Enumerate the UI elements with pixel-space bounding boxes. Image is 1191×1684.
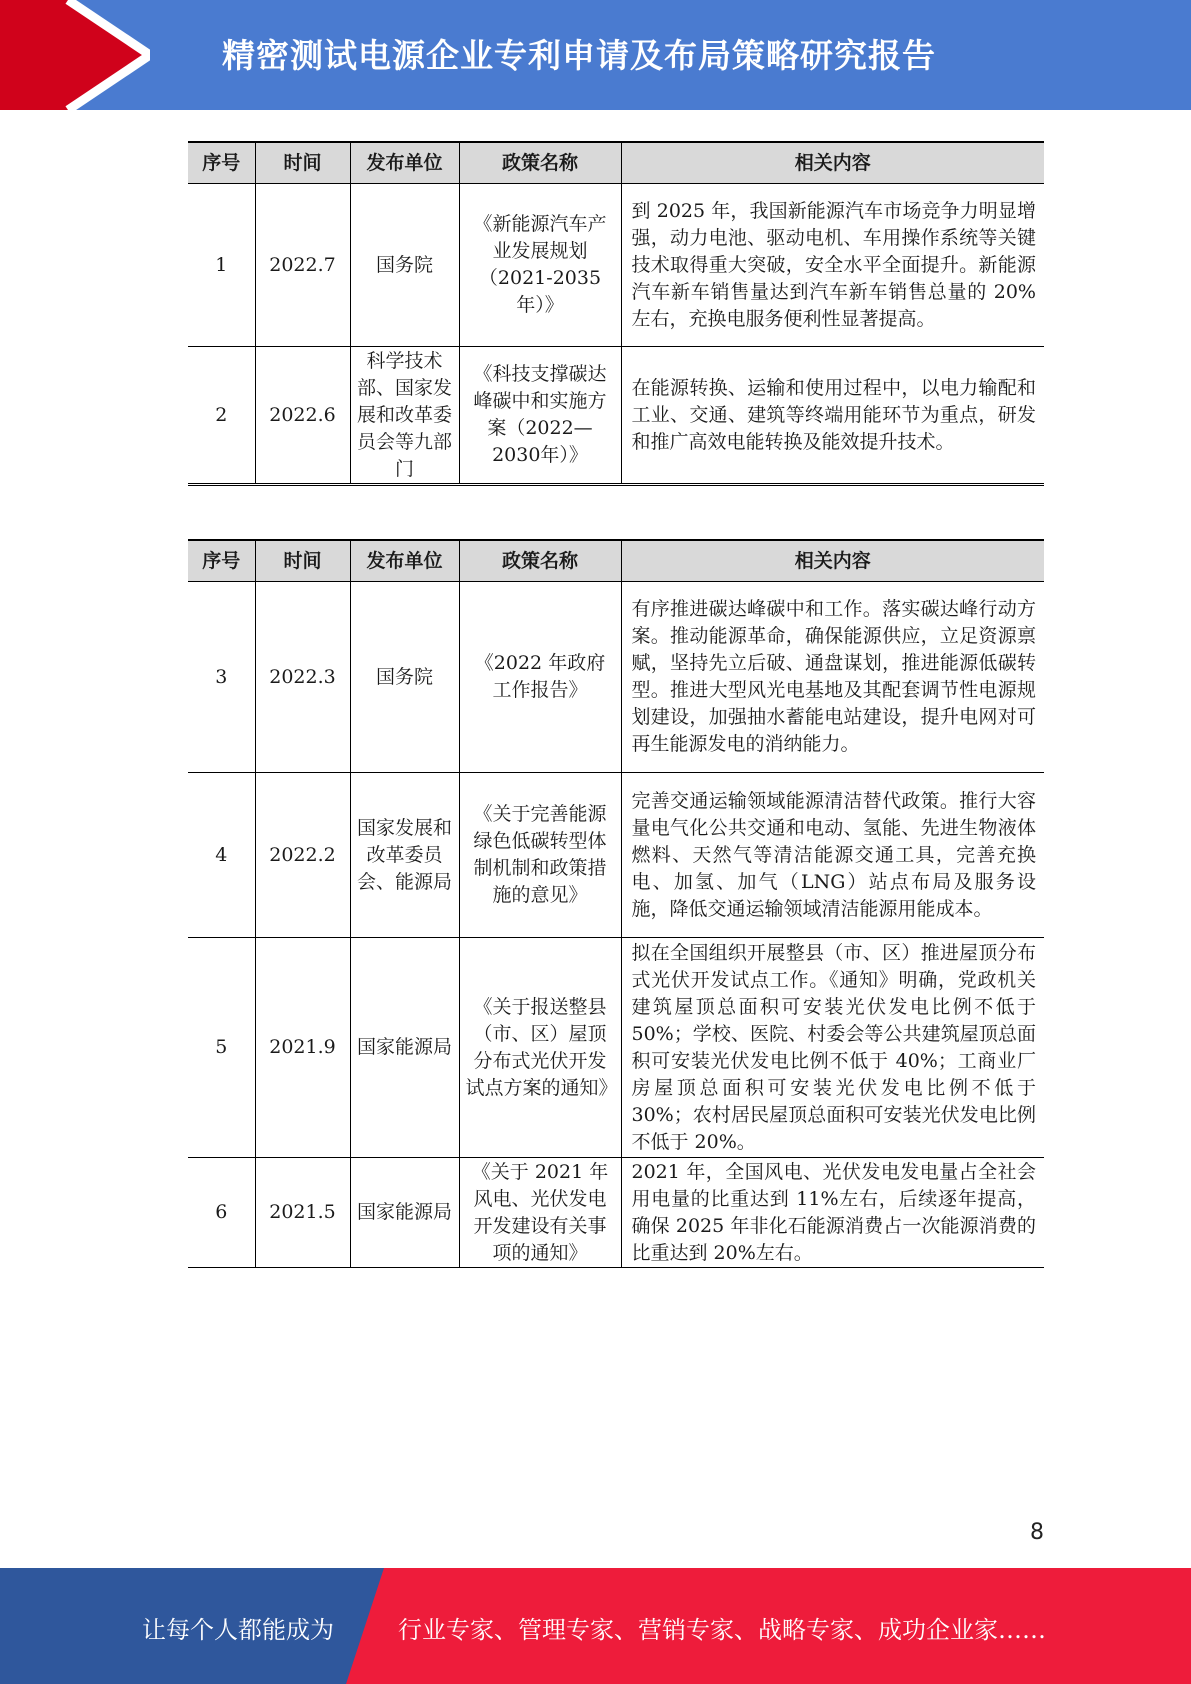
cell-issuer: 国务院 <box>350 582 459 773</box>
table-header-row <box>188 142 1044 184</box>
header-banner <box>0 0 1191 110</box>
cell-policy-name: 《关于完善能源绿色低碳转型体制机制和政策措施的意见》 <box>459 773 621 938</box>
cell-no: 6 <box>188 1158 255 1268</box>
footer-slogan-right: 行业专家、管理专家、营销专家、战略专家、成功企业家…… <box>398 1616 1046 1644</box>
cell-content: 有序推进碳达峰碳中和工作。落实碳达峰行动方案。推动能源革命，确保能源供应，立足资源禀赋，坚持先立后破、通盘谋划，推进能源低碳转型。推进大型风光电基地及其配套调节性电源规划建设，加强抽水蓄能电站建设，提升电网对可再生能源发电的消纳能力。 <box>621 582 1044 773</box>
cell-content: 完善交通运输领域能源清洁替代政策。推行大容量电气化公共交通和电动、氢能、先进生物液体燃料、天然气等清洁能源交通工具，完善充换电、加氢、加气（LNG）站点布局及服务设施，降低交通运输领域清洁能源用能成本。 <box>621 773 1044 938</box>
col-header-issuer: 发布单位 <box>350 142 459 184</box>
col-header-content: 相关内容 <box>621 142 1044 184</box>
col-header-content: 相关内容 <box>621 540 1044 582</box>
table-row <box>188 184 1044 347</box>
footer-banner <box>0 1568 1191 1684</box>
cell-policy-name: 《关于报送整县（市、区）屋顶分布式光伏开发试点方案的通知》 <box>459 938 621 1158</box>
cell-policy-name: 《2022 年政府工作报告》 <box>459 582 621 773</box>
cell-issuer: 国家能源局 <box>350 938 459 1158</box>
cell-date: 2022.2 <box>255 773 350 938</box>
report-title: 精密测试电源企业专利申请及布局策略研究报告 <box>222 36 936 75</box>
cell-policy-name: 《关于 2021 年风电、光伏发电开发建设有关事项的通知》 <box>459 1158 621 1268</box>
cell-policy-name: 《科技支撑碳达峰碳中和实施方案（2022—2030年）》 <box>459 347 621 485</box>
table-row <box>188 347 1044 485</box>
cell-no: 5 <box>188 938 255 1158</box>
policy-table-1 <box>188 141 1044 486</box>
cell-content: 到 2025 年，我国新能源汽车市场竞争力明显增强，动力电池、驱动电机、车用操作系统等关键技术取得重大突破，安全水平全面提升。新能源汽车新车销售量达到汽车新车销售总量的 20%左右，充换电服务便利性显著提高。 <box>621 184 1044 347</box>
cell-date: 2021.9 <box>255 938 350 1158</box>
table-row <box>188 938 1044 1158</box>
policy-table-2 <box>188 539 1044 1268</box>
cell-content: 拟在全国组织开展整县（市、区）推进屋顶分布式光伏开发试点工作。《通知》明确，党政机关建筑屋顶总面积可安装光伏发电比例不低于 50%；学校、医院、村委会等公共建筑屋顶总面积可安装光伏发电比例不低于 40%；工商业厂房屋顶总面积可安装光伏发电比例不低于 30%；农村居民屋顶总面积可安装光伏发电比例不低于 20%。 <box>621 938 1044 1158</box>
col-header-policy-name: 政策名称 <box>459 540 621 582</box>
cell-no: 1 <box>215 253 228 276</box>
cell-no: 3 <box>215 665 228 688</box>
cell-date: 2021.5 <box>255 1158 350 1268</box>
col-header-policy-name: 政策名称 <box>459 142 621 184</box>
cell-issuer: 国家能源局 <box>350 1158 459 1268</box>
cell-issuer: 国家发展和改革委员会、能源局 <box>350 773 459 938</box>
table-header-row <box>188 540 1044 582</box>
col-header-no: 序号 <box>188 540 255 582</box>
col-header-date: 时间 <box>255 540 350 582</box>
table-row <box>188 1158 1044 1268</box>
cell-issuer: 国务院 <box>350 184 459 347</box>
table-row <box>188 773 1044 938</box>
page-number: 8 <box>1030 1520 1044 1545</box>
cell-date: 2022.7 <box>255 184 350 347</box>
header-red-arrow-shape <box>0 0 150 110</box>
footer-slogan-left: 让每个人都能成为 <box>142 1616 334 1644</box>
cell-content: 在能源转换、运输和使用过程中，以电力输配和工业、交通、建筑等终端用能环节为重点，研发和推广高效电能转换及能效提升技术。 <box>621 347 1044 485</box>
cell-no: 2 <box>188 347 255 485</box>
cell-issuer: 科学技术部、国家发展和改革委员会等九部门 <box>350 347 459 485</box>
cell-policy-name: 《新能源汽车产业发展规划（2021-2035年）》 <box>459 184 621 347</box>
cell-date: 2022.6 <box>255 347 350 485</box>
cell-content: 2021 年，全国风电、光伏发电发电量占全社会用电量的比重达到 11%左右，后续逐年提高，确保 2025 年非化石能源消费占一次能源消费的比重达到 20%左右。 <box>621 1158 1044 1268</box>
cell-date: 2022.3 <box>255 582 350 773</box>
table-row <box>188 582 1044 773</box>
col-header-issuer: 发布单位 <box>350 540 459 582</box>
col-header-no: 序号 <box>188 142 255 184</box>
col-header-date: 时间 <box>255 142 350 184</box>
cell-no: 4 <box>188 773 255 938</box>
